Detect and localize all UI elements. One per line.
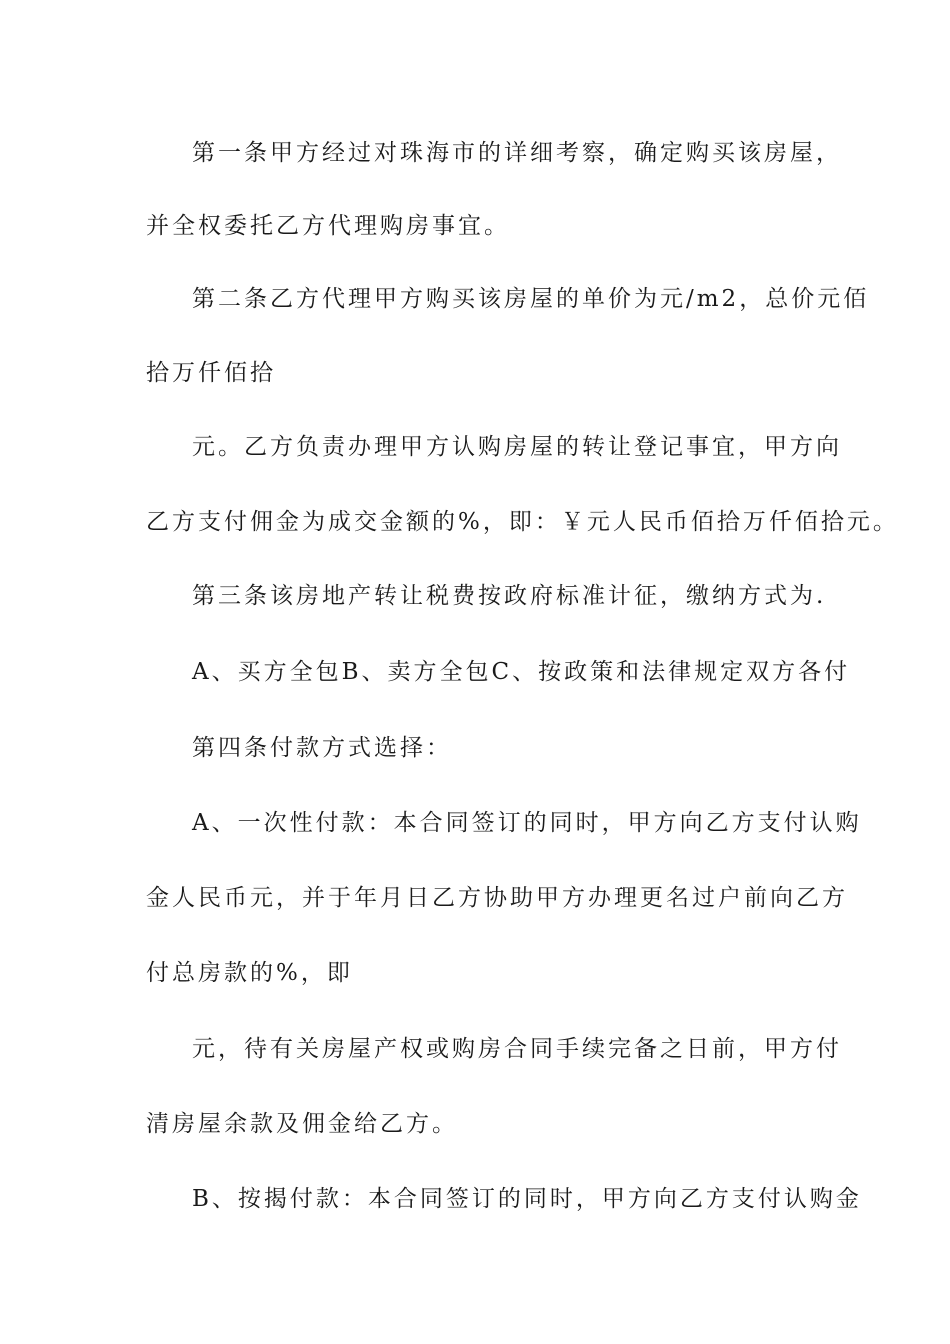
paragraph-line: 付总房款的%，即 (146, 960, 353, 986)
paragraph-line: 元。乙方负责办理甲方认购房屋的转让登记事宜，甲方向 (192, 434, 842, 460)
paragraph-line: 并全权委托乙方代理购房事宜。 (146, 213, 510, 239)
paragraph-line: 第四条付款方式选择： (192, 735, 452, 761)
paragraph-line: 第三条该房地产转让税费按政府标准计征，缴纳方式为. (192, 583, 827, 609)
paragraph-line: B、按揭付款：本合同签订的同时，甲方向乙方支付认购金 (192, 1186, 862, 1212)
paragraph-line: 拾万仟佰拾 (146, 360, 276, 386)
paragraph-line: 第一条甲方经过对珠海市的详细考察，确定购买该房屋， (192, 140, 842, 166)
paragraph-line: A、一次性付款：本合同签订的同时，甲方向乙方支付认购 (192, 810, 862, 836)
paragraph-line: 金人民币元，并于年月日乙方协助甲方办理更名过户前向乙方 (146, 885, 848, 911)
paragraph-line: A、买方全包B、卖方全包C、按政策和法律规定双方各付 (192, 659, 851, 685)
paragraph-line: 第二条乙方代理甲方购买该房屋的单价为元/m2，总价元佰 (192, 286, 870, 312)
paragraph-line: 元，待有关房屋产权或购房合同手续完备之日前，甲方付 (192, 1036, 842, 1062)
paragraph-line: 乙方支付佣金为成交金额的%，即：￥元人民币佰拾万仟佰拾元。 (146, 509, 899, 535)
paragraph-line: 清房屋余款及佣金给乙方。 (146, 1111, 458, 1137)
